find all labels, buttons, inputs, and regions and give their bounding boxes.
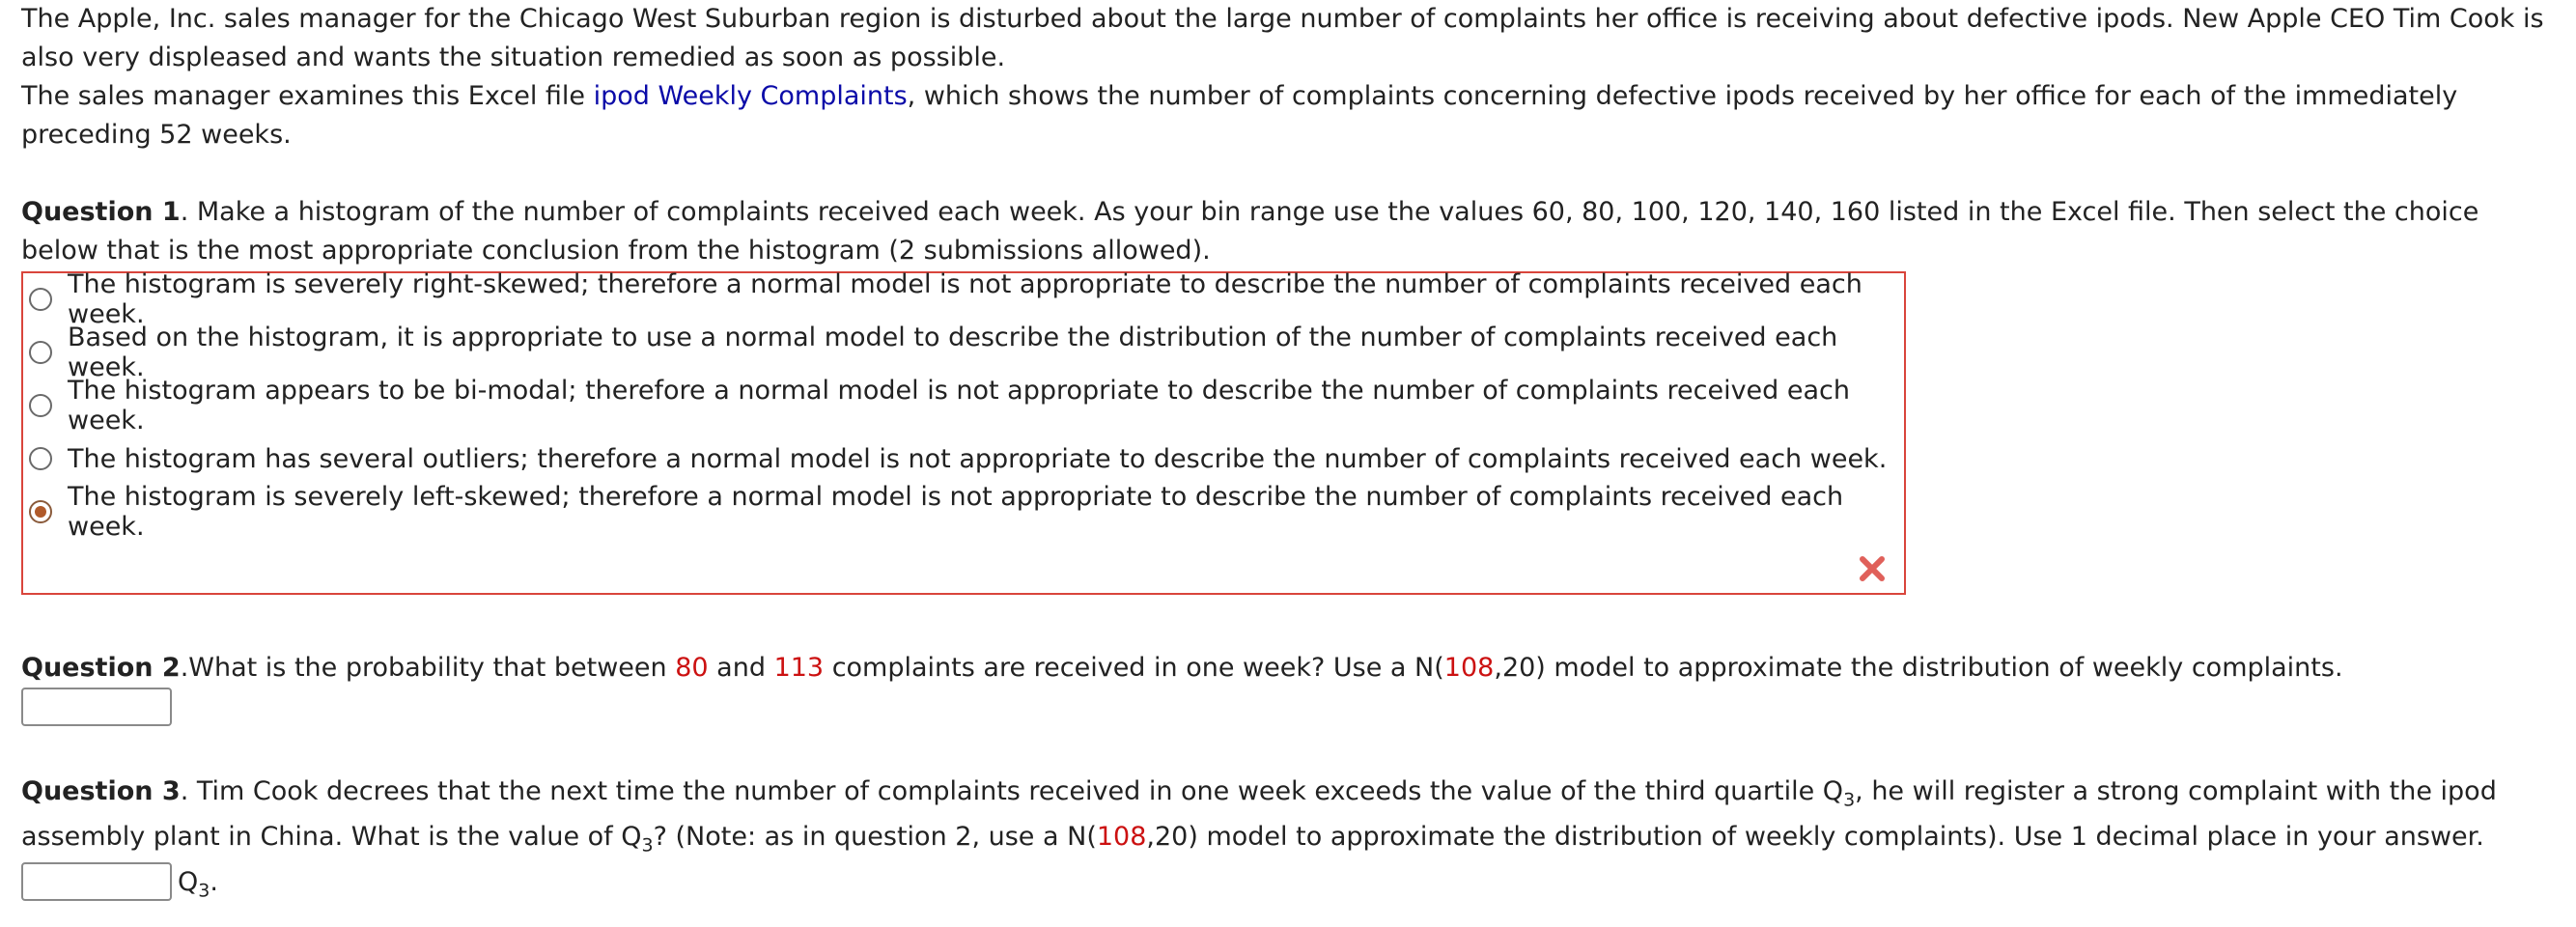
choice-left-skewed[interactable] [29,482,1904,542]
radio-button-selected[interactable] [29,500,52,523]
question-3-answer-row [21,862,2561,901]
question-3-text: . Tim Cook decrees that the next time the number of complaints received in one week exceeds the value of the third quartile Q [180,776,1844,806]
question-2-text: .What is the probability that between [180,653,676,683]
radio-button[interactable] [29,341,52,364]
unit-subscript: 3 [198,879,210,901]
choice-bimodal[interactable] [29,376,1904,435]
question-1-label: Question 1 [21,197,181,227]
choice-outliers[interactable] [29,439,1887,478]
question-2-text: complaints are received in one week? Use a N( [824,653,1444,683]
question-3-prompt [21,769,2561,859]
question-3-text: ) model to approximate the distribution of weekly complaints). Use 1 decimal place in your answer. [1188,822,2484,852]
question-2-answer-input[interactable] [21,688,172,726]
radio-button[interactable] [29,447,52,470]
mean-value: 108 [1096,822,1147,852]
question-3-answer-input[interactable] [21,862,172,901]
question-3-text: , he will register a strong complaint with the ipod assembly plant in China. What is the value of Q [21,776,2497,852]
question-3-label: Question 3 [21,776,181,806]
question-1-prompt [21,193,2561,270]
choice-label: Based on the histogram, it is appropriate to use a normal model to describe the distribution of the number of complaints received each week. [68,323,1838,382]
unit-text: Q [178,866,199,897]
choice-label: The histogram is severely left-skewed; therefore a normal model is not appropriate to describe the number of complaints received each week. [68,482,1844,542]
lower-bound-value: 80 [675,653,709,683]
intro-text-after-link: , which shows the number of complaints concerning defective ipods received by her office for each of the immediately preceding 52 weeks. [21,81,2458,150]
question-3-text: , [1146,822,1155,852]
question-2-text: ) model to approximate the distribution of weekly complaints. [1535,653,2343,683]
subscript: 3 [641,834,654,857]
subscript: 3 [1843,789,1856,811]
sd-value: 20 [1501,653,1536,683]
choice-label: The histogram appears to be bi-modal; therefore a normal model is not appropriate to describe the number of complaints received each week. [68,376,1851,435]
upper-bound-value: 113 [773,653,825,683]
incorrect-x-icon [1856,552,1889,585]
choice-right-skewed[interactable] [29,269,1904,329]
unit-suffix: . [210,866,218,897]
sd-value: 20 [1155,822,1189,852]
choice-label: The histogram has several outliers; therefore a normal model is not appropriate to describe the number of complaints received each week. [68,443,1888,474]
question-3-text: ? (Note: as in question 2, use a N( [653,822,1097,852]
mean-value: 108 [1443,653,1495,683]
radio-button[interactable] [29,288,52,311]
question-1-choice-box [21,271,1906,595]
question-2-text: , [1494,653,1502,683]
question-2-label: Question 2 [21,653,181,683]
intro-text-before-link: The sales manager examines this Excel file [21,81,594,111]
radio-button[interactable] [29,394,52,417]
intro-paragraph-1: The Apple, Inc. sales manager for the Chicago West Suburban region is disturbed about the large number of complaints her office is receiving about defective ipods. New Apple CEO Tim Cook is also very displeased and wants the situation remedied as soon as possible. [21,4,2544,72]
question-2-text: and [708,653,774,683]
answer-unit-label [178,866,218,901]
choice-normal-appropriate[interactable] [29,323,1904,382]
question-page [21,0,2561,901]
excel-file-link[interactable]: ipod Weekly Complaints [593,81,908,111]
choice-label: The histogram is severely right-skewed; therefore a normal model is not appropriate to describe the number of complaints received each week. [68,269,1862,329]
question-1-text: . Make a histogram of the number of complaints received each week. As your bin range use the values 60, 80, 100, 120, 140, 160 listed in the Excel file. Then select the choice below that is the most appropriate conclusion from the histogram (2 submissions allowed). [21,197,2479,266]
question-2-prompt [21,649,2561,688]
intro-paragraph-2 [21,77,2561,154]
